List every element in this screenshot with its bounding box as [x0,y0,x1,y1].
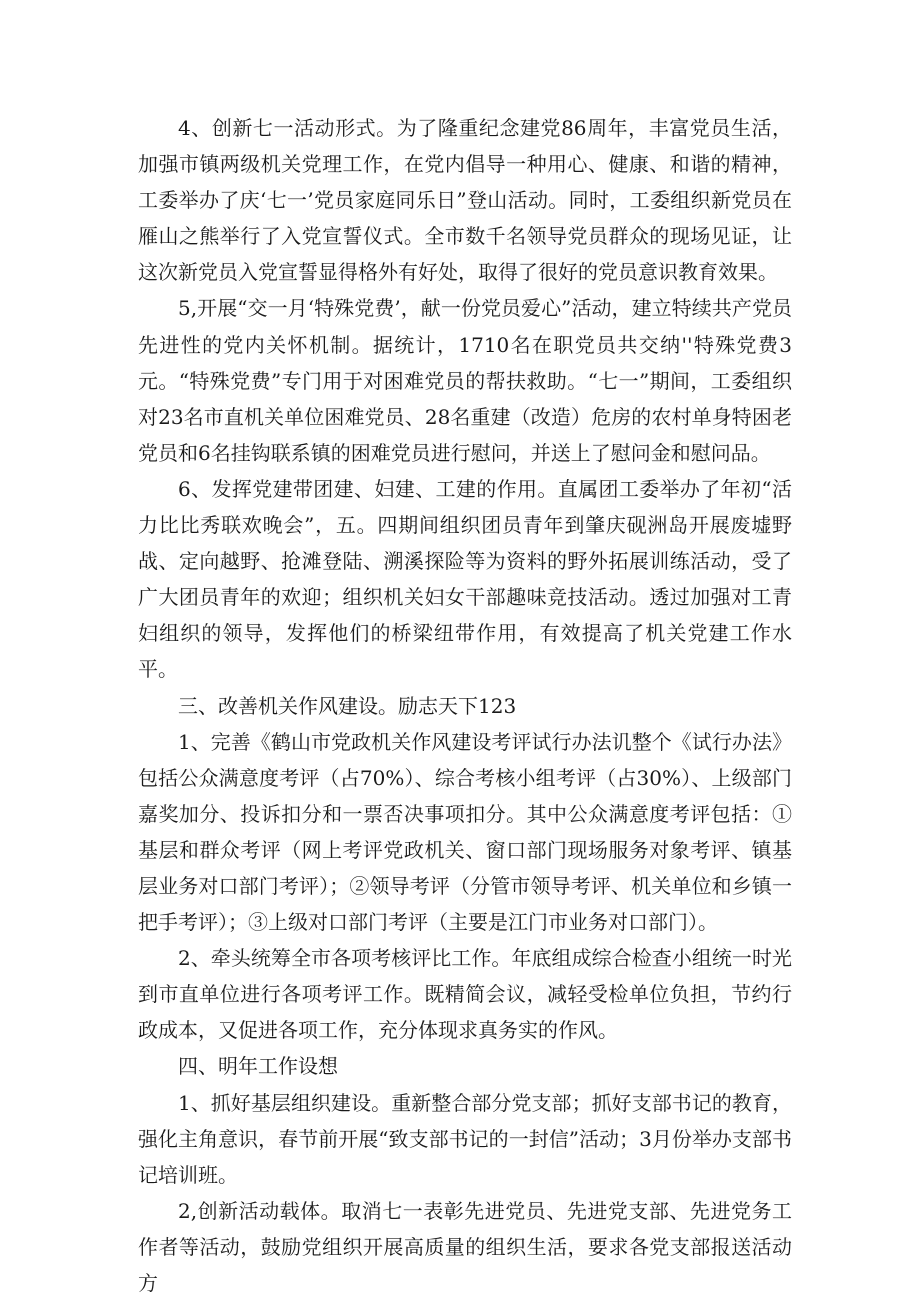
paragraph-section3-item-1: 1、完善《鹤山市党政机关作风建设考评试行办法讥整个《试行办法》包括公众满意度考评（占70%）、综合考核小组考评（占30%）、上级部门嘉奖加分、投诉扣分和一票否决事项扣分。其中公众满意度考评包括：①基层和群众考评（网上考评党政机关、窗口部门现场服务对象考评、镇基层业务对口部门考评）；②领导考评（分管市领导考评、机关单位和乡镇一把手考评）；③上级对口部门考评（主要是江门市业务对口部门）。 [138,729,792,935]
paragraph-item-5: 5,开展“交一月‘特殊党费’，献一份党员爱心”活动，建立特续共产党员先进性的党内关怀机制。据统计，1710名在职党员共交纳''特殊党费3元。“特殊党费”专门用于对困难党员的帮扶救助。“七一”期间，工委组织对23名市直机关单位困难党员、28名重建（改造）危房的农村单身特困老党员和6名挂钩联系镇的困难党员进行慰问，并送上了慰问金和慰问品。 [138,296,792,465]
document-body [138,110,792,1301]
section-heading-4: 四、明年工作设想 [178,1054,338,1079]
paragraph-section3-item-2: 2、牵头统筹全市各项考核评比工作。年底组成综合检查小组统一时光到市直单位进行各项考评工作。既精简会议，减轻受检单位负担，节约行政成本，又促进各项工作，充分体现求真务实的作风。 [138,946,792,1043]
paragraph-section4-item-2: 2,创新活动载体。取消七一表彰先进党员、先进党支部、先进党务工作者等活动，鼓励党组织开展高质量的组织生活，要求各党支部报送活动方 [138,1198,792,1295]
paragraph-section4-item-1: 1、抓好基层组织建设。重新整合部分党支部；抓好支部书记的教育，强化主角意识，春节前开展“致支部书记的一封信”活动；3月份举办支部书记培训班。 [138,1090,792,1187]
paragraph-item-6: 6、发挥党建带团建、妇建、工建的作用。直属团工委举办了年初“活力比比秀联欢晚会”，五。四期间组织团员青年到肇庆砚洲岛开展废墟野战、定向越野、抢滩登陆、溯溪探险等为资料的野外拓展训练活动，受了广大团员青年的欢迎；组织机关妇女干部趣味竞技活动。透过加强对工青妇组织的领导，发挥他们的桥梁纽带作用，有效提高了机关党建工作水平。 [138,476,792,682]
section-heading-3: 三、改善机关作风建设。励志天下123 [178,693,517,718]
paragraph-item-4: 4、创新七一活动形式。为了隆重纪念建党86周年，丰富党员生活，加强市镇两级机关党理工作，在党内倡导一种用心、健康、和谐的精神，工委举办了庆‘七一’党员家庭同乐日”登山活动。同时，工委组织新党员在雁山之熊举行了入党宣誓仪式。全市数千名领导党员群众的现场见证，让这次新党员入党宣誓显得格外有好处，取得了很好的党员意识教育效果。 [138,116,792,285]
